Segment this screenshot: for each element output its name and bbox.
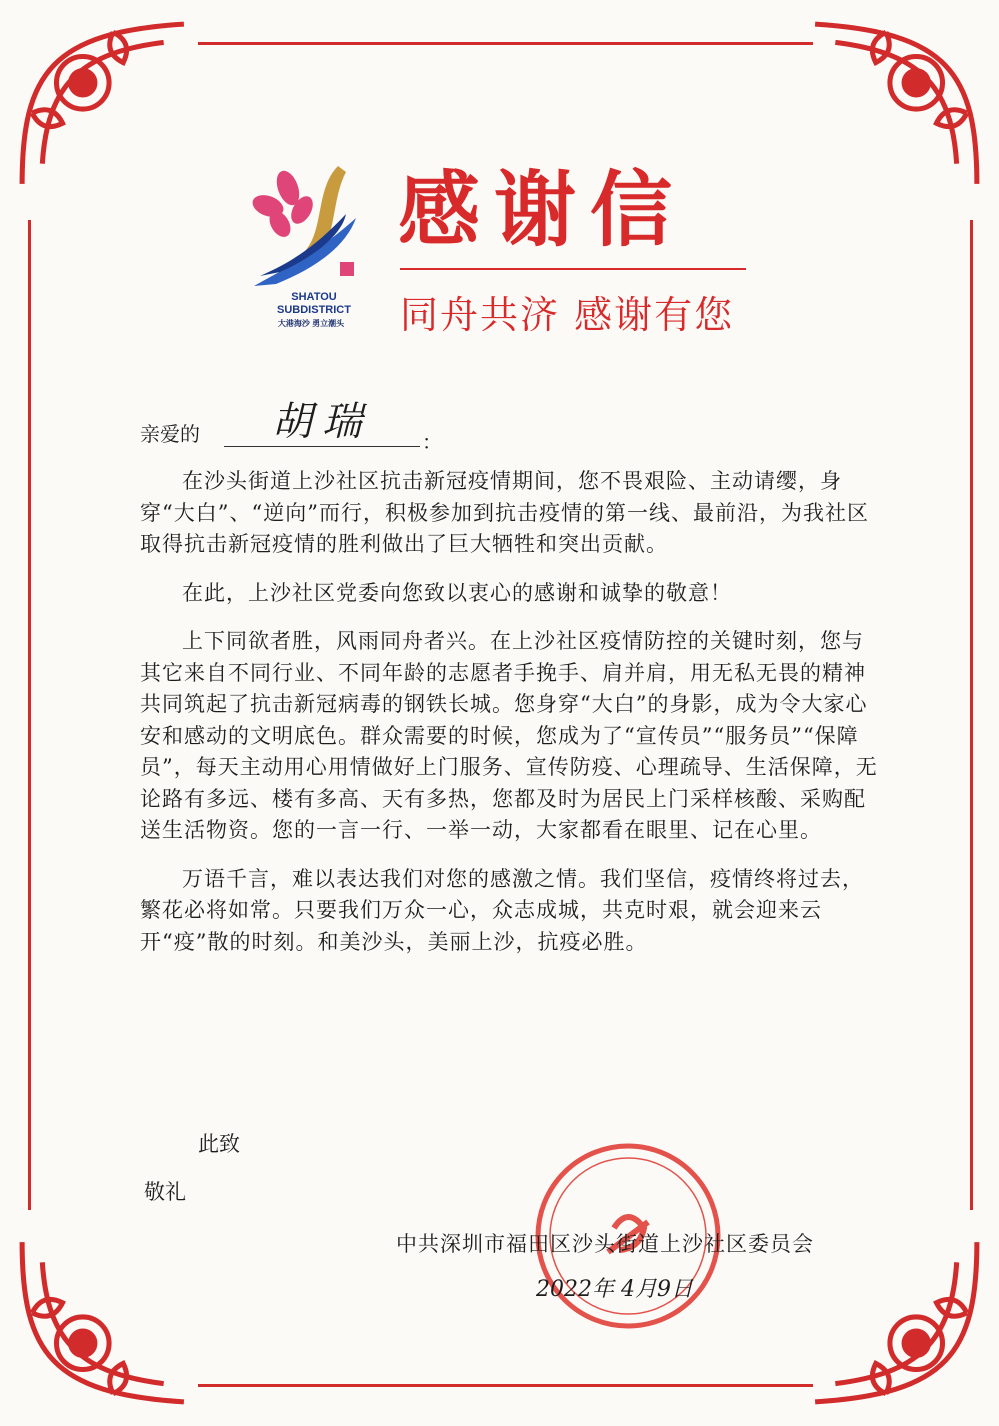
body-paragraph-2: 在此，上沙社区党委向您致以衷心的感谢和诚挚的敬意！ [182,580,732,605]
corner-ornament-top-left [12,12,194,194]
corner-ornament-bottom-left [12,1232,194,1414]
title-divider [400,268,746,270]
closing-line-1: 此致 [198,1132,240,1156]
logo-slogan: 大港海沙 勇立潮头 [277,319,345,328]
body-paragraph-4: 万语千言，难以表达我们对您的感激之情。我们坚信，疫情终将过去，繁花必将如常。只要我们万众一心，众志成城，共克时艰，就会迎来云开“疫”散的时刻。和美沙头，美丽上沙，抗疫必胜。 [140,866,864,954]
right-border-line [970,220,973,1210]
corner-ornament-top-right [805,12,987,194]
bottom-border-line [198,1384,813,1387]
recipient-name: 胡瑞 [224,398,420,447]
logo-text-english [254,291,374,317]
corner-ornament-bottom-right [805,1232,987,1414]
logo-text-subdistrict: SUBDISTRICT [277,304,351,316]
top-border-line [198,42,813,45]
left-border-line [28,220,31,1210]
logo-text-shatou: SHATOU [291,291,337,303]
salutation: 亲爱的 [140,422,200,446]
body-paragraph-1: 在沙头街道上沙社区抗击新冠疫情期间，您不畏艰险、主动请缨，身穿“大白”、“逆向”而行，积极参加到抗击疫情的第一线、最前沿，为我社区取得抗击新冠疫情的胜利做出了巨大牺牲和突出贡献。 [140,469,869,556]
signing-organization: 中共深圳市福田区沙头街道上沙社区委员会 [396,1232,814,1256]
salutation-colon: ： [422,430,442,454]
letter-subtitle: 同舟共济 感谢有您 [400,293,735,337]
signing-date: 2022年 4月9日 [536,1277,693,1302]
closing-line-2: 敬礼 [144,1180,186,1204]
letter-body [140,466,882,958]
body-paragraph-3: 上下同欲者胜，风雨同舟者兴。在上沙社区疫情防控的关键时刻，您与其它来自不同行业、不同年龄的志愿者手挽手、肩并肩，用无私无畏的精神共同筑起了抗击新冠病毒的钢铁长城。您身穿“大白”的身影，成为令大家心安和感动的文明底色。群众需要的时候，您成为了“宣传员”“服务员”“保障员”，每天主动用心用情做好上门服务、宣传防疫、心理疏导、生活保障，无论路有多远、楼有多高、天有多热，您都及时为居民上门采样核酸、采购配送生活物资。您的一言一行、一举一动，大家都看在眼里、记在心里。 [140,629,878,842]
letter-title: 感谢信 [398,162,687,258]
